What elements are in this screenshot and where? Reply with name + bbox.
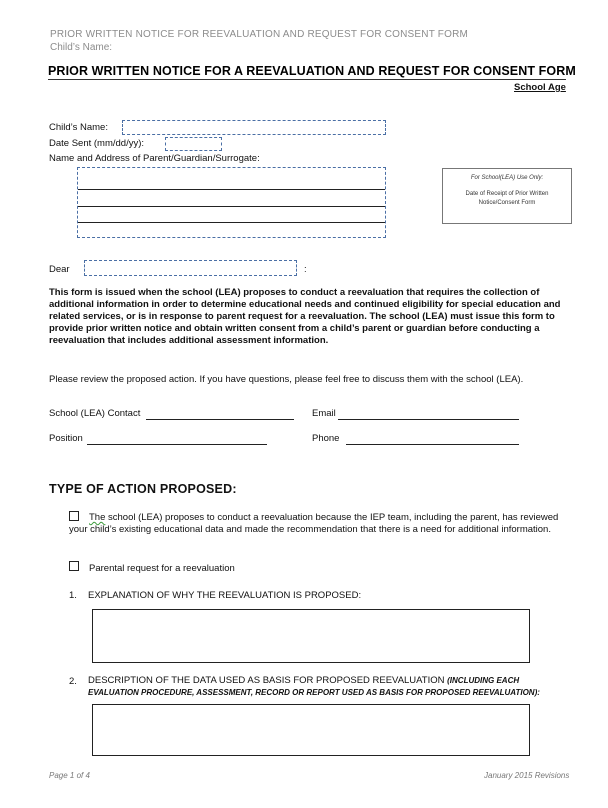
section-1-answer-box[interactable] (92, 609, 530, 663)
position-field[interactable] (87, 444, 267, 445)
date-sent-field[interactable] (165, 137, 222, 151)
email-field[interactable] (338, 419, 519, 420)
running-header-title: PRIOR WRITTEN NOTICE FOR REEVALUATION AND REQUEST FOR CONSENT FORM (50, 29, 469, 40)
review-paragraph: Please review the proposed action. If you have questions, please feel free to discuss them with the school (LEA). (49, 374, 524, 385)
section-title: TYPE OF ACTION PROPOSED: (49, 482, 237, 496)
section-2-subheading: (INCLUDING EACH EVALUATION PROCEDURE, ASSESSMENT, RECORD OR REPORT USED AS BASIS FOR PROPOSED REEVALUATION): (88, 676, 540, 697)
school-contact-label: School (LEA) Contact (49, 408, 141, 419)
address-line (78, 189, 385, 190)
email-label: Email (312, 408, 336, 419)
option-reevaluation-text (69, 512, 569, 536)
school-contact-field[interactable] (146, 419, 294, 420)
section-2-number: 2. (69, 676, 77, 687)
phone-label: Phone (312, 433, 340, 444)
dear-field[interactable] (84, 260, 297, 276)
footer-revision: January 2015 Revisions (484, 771, 570, 780)
footer-page-number: Page 1 of 4 (49, 771, 90, 780)
intro-paragraph: This form is issued when the school (LEA) proposes to conduct a reevaluation that requires the collection of additional information in order to determine educational needs and continued eligibility for special education and related services, or is in response to parent request for a reevaluation. The school (LEA) must issue this form to provide prior written notice and obtain written consent from a child’s parent or guardian before conducting a reevaluation that includes additional assessment information. (49, 287, 561, 346)
child-name-field[interactable] (122, 120, 386, 135)
dear-label: Dear (49, 264, 70, 275)
title-rule (48, 79, 566, 80)
dear-colon: : (304, 264, 307, 275)
option-parental-request-checkbox[interactable] (69, 561, 79, 571)
section-1-heading: EXPLANATION OF WHY THE REEVALUATION IS PROPOSED: (88, 590, 362, 601)
address-field[interactable] (77, 167, 386, 238)
option-reevaluation-lead: The (89, 512, 106, 523)
form-title: PRIOR WRITTEN NOTICE FOR A REEVALUATION AND REQUEST FOR CONSENT FORM (48, 64, 576, 78)
running-header-child-name: Child’s Name: (50, 42, 113, 53)
address-line (78, 222, 385, 223)
date-sent-label: Date Sent (mm/dd/yy): (49, 138, 145, 149)
section-2-answer-box[interactable] (92, 704, 530, 756)
office-use-description: Date of Receipt of Prior Written Notice/Consent Form (465, 191, 549, 206)
position-label: Position (49, 433, 83, 444)
phone-field[interactable] (346, 444, 519, 445)
address-line (78, 206, 385, 207)
option-reevaluation-body: school (LEA) proposes to conduct a reevaluation because the IEP team, including the parent, has reviewed your child’s existing educational data and made the recommendation that there is a need for additional information. (69, 512, 559, 535)
section-2-heading: DESCRIPTION OF THE DATA USED AS BASIS FOR PROPOSED REEVALUATION (88, 675, 445, 686)
section-2-heading-block (88, 675, 566, 699)
child-name-label: Child’s Name: (49, 122, 108, 133)
office-use-box (442, 168, 572, 224)
form-subtitle: School Age (514, 82, 566, 93)
option-parental-request-text: Parental request for a reevaluation (89, 563, 235, 574)
office-use-title: For School(LEA) Use Only: (470, 175, 544, 181)
section-1-number: 1. (69, 590, 77, 601)
address-label: Name and Address of Parent/Guardian/Surrogate: (49, 153, 260, 164)
